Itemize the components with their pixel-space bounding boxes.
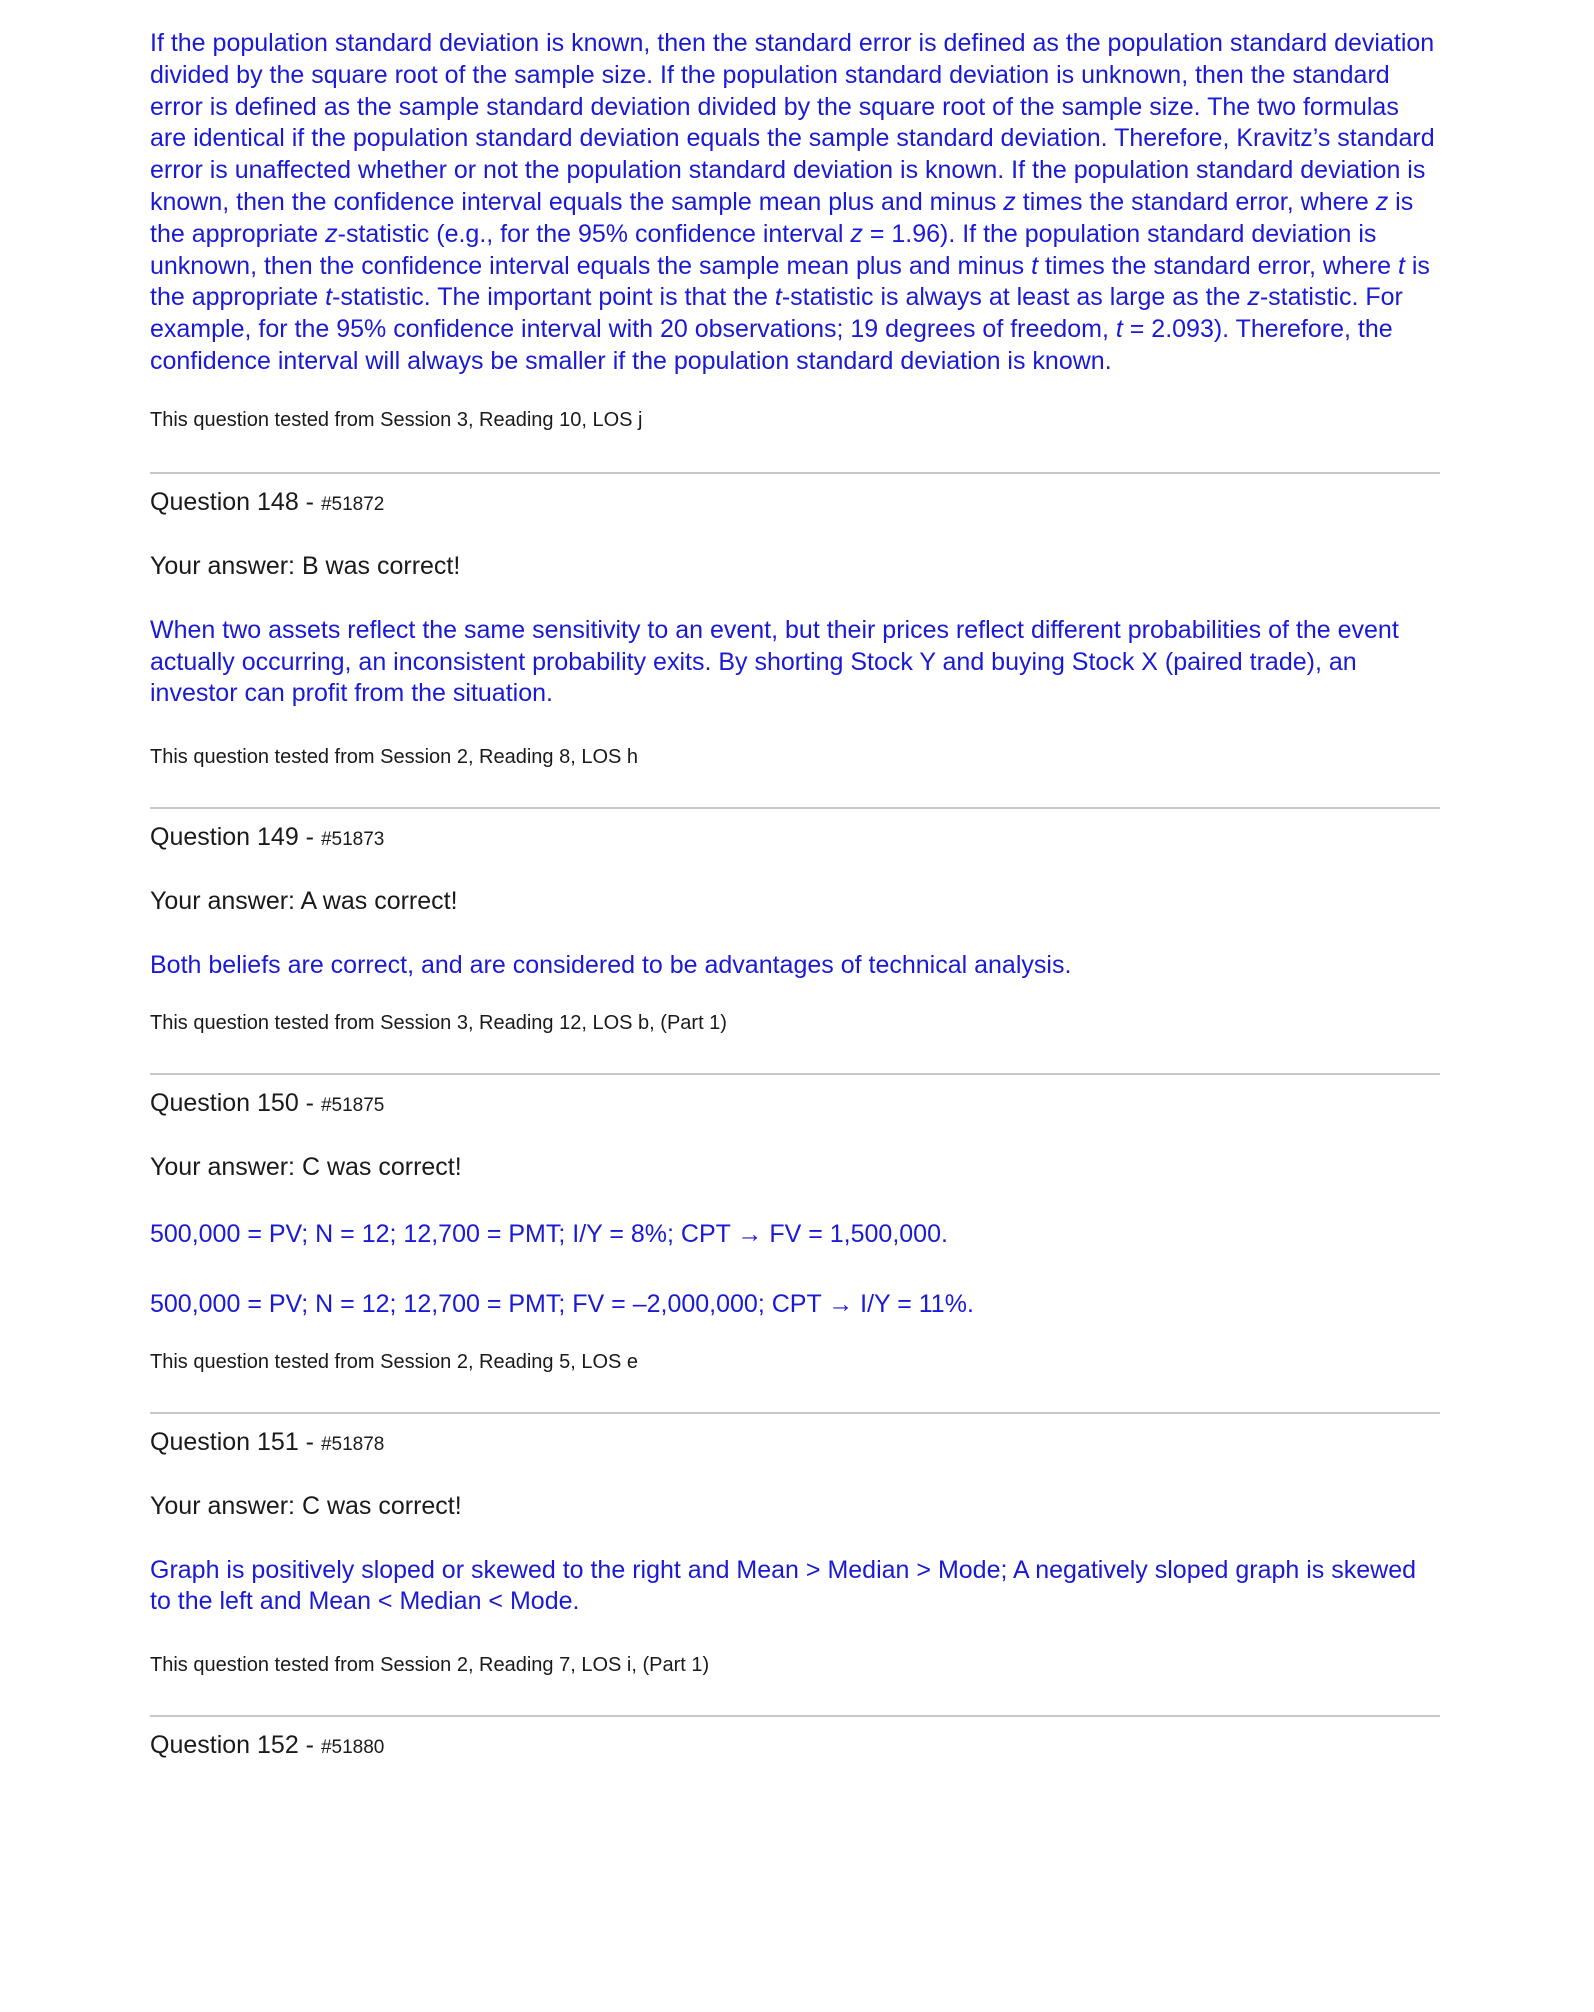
question-heading: Question 150 - #51875 [150, 1088, 385, 1117]
separator [150, 472, 1440, 474]
explanation: 500,000 = PV; N = 12; 12,700 = PMT; I/Y = 8%; CPT → FV = 1,500,000. [150, 1219, 948, 1248]
question-block [150, 1089, 1440, 1374]
question-block [150, 823, 1440, 1035]
question-id: #51875 [320, 1094, 385, 1116]
question-heading: Question 148 - #51872 [150, 487, 385, 516]
your-answer: Your answer: A was correct! [150, 887, 458, 916]
document-page [150, 28, 1440, 1760]
your-answer: Your answer: C was correct! [150, 1491, 462, 1520]
question-heading: Question 149 - #51873 [150, 823, 385, 852]
question-heading: Question 151 - #51878 [150, 1427, 385, 1456]
explanation: Graph is positively sloped or skewed to the right and Mean > Median > Mode; A negatively sloped graph is skewed to the left and Mean < Median < Mode. [150, 1555, 1417, 1616]
tested-note: This question tested from Session 2, Reading 5, LOS e [150, 1350, 639, 1373]
question-block [150, 488, 1440, 769]
tested-note: This question tested from Session 3, Reading 12, LOS b, (Part 1) [150, 1011, 727, 1034]
separator [150, 1412, 1440, 1414]
explanation: When two assets reflect the same sensitivity to an event, but their prices reflect different probabilities of the event actually occurring, an inconsistent probability exits. By shorting Stock Y and buying Stock X (paired trade), an investor can profit from the situation. [150, 615, 1399, 708]
tested-note: This question tested from Session 2, Reading 8, LOS h [150, 746, 639, 769]
question-id: #51872 [320, 493, 385, 515]
explanation: 500,000 = PV; N = 12; 12,700 = PMT; FV = –2,000,000; CPT → I/Y = 11%. [150, 1289, 974, 1318]
your-answer: Your answer: B was correct! [150, 551, 461, 580]
question-block [150, 1428, 1440, 1678]
intro-explanation: If the population standard deviation is known, then the standard error is defined as the population standard deviation divided by the square root of the sample size. If the population standard deviation is unknown, then the standard error is defined as the sample standard deviation divided by the square root of the sample size. The two formulas are identical if the population standard deviation equals the sample standard deviation. Therefore, Kravitz’s standard error is unaffected whether or not the population standard deviation is known. If the population standard deviation is known, then the confidence interval equals the sample mean plus and minus z times the standard error, where z is the appropriate z-statistic (e.g., for the 95% confidence interval z = 1.96). If the population standard deviation is unknown, then the confidence interval equals the sample mean plus and minus t times the standard error, where t is the appropriate t-statistic. The important point is that the t-statistic is always at least as large as the z-statistic. For example, for the 95% confidence interval with 20 observations; 19 degrees of freedom, t = 2.093). Therefore, the confidence interval will always be smaller if the population standard deviation is known. [150, 29, 1435, 375]
explanation: Both beliefs are correct, and are considered to be advantages of technical analysis. [150, 951, 1072, 980]
separator [150, 1715, 1440, 1717]
question-block [150, 1731, 1440, 1760]
separator [150, 1073, 1440, 1075]
question-id: #51880 [320, 1737, 385, 1759]
tested-note: This question tested from Session 2, Reading 7, LOS i, (Part 1) [150, 1654, 710, 1677]
intro-tested-note: This question tested from Session 3, Reading 10, LOS j [150, 408, 643, 431]
separator [150, 807, 1440, 809]
question-id: #51878 [320, 1433, 385, 1455]
your-answer: Your answer: C was correct! [150, 1152, 462, 1181]
question-heading: Question 152 - #51880 [150, 1731, 385, 1760]
question-id: #51873 [320, 829, 385, 851]
